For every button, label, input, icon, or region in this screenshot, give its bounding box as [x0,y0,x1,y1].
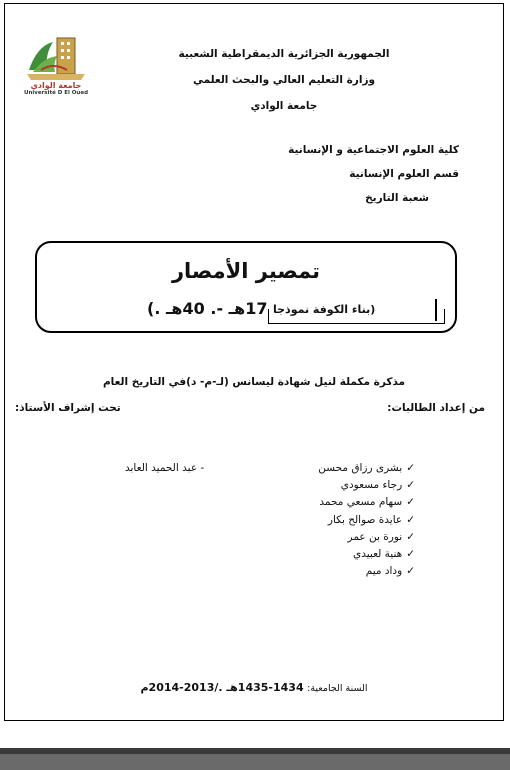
branch-name: شعبة التاريخ [365,192,429,204]
academic-year-value: 1434-1435هـ ./2013-2014م [140,681,304,694]
header-university: جامعة الوادي [250,100,318,112]
list-item: ✓سهام مسعي محمد [319,496,415,509]
check-icon: ✓ [406,530,415,543]
memo-description: مذكرة مكملة لنيل شهادة ليسانس (لـ-م- د)في التاريخ العام [102,376,406,388]
academic-year [5,681,503,694]
list-item: ✓بشرى رزاق محسن [318,462,415,474]
viewer-bottom-strip [0,754,510,770]
logo-arabic-text: جامعة الوادي [30,81,82,90]
logo-latin-text: Université D El Oued [23,90,89,96]
supervisor-name: - عبد الحميد العابد [125,462,205,474]
list-item: ✓هنية لعبيدي [353,547,415,560]
check-icon: ✓ [406,565,415,578]
supervised-by-label: تحت إشراف الأستاذ: [15,402,121,414]
check-icon: ✓ [406,462,415,474]
header-republic: الجمهورية الجزائرية الديمقراطية الشعبية [178,48,390,60]
faculty-name: كلية العلوم الاجتماعية و الإنسانية [288,144,459,156]
check-icon: ✓ [406,496,415,509]
header-ministry: وزارة التعليم العالي والبحث العلمي [192,74,376,86]
list-item: ✓عايدة صوالح بكار [327,513,415,526]
check-icon: ✓ [406,479,415,492]
student-list [255,462,415,582]
prepared-by-label: من إعداد الطالبات: [387,402,485,414]
check-icon: ✓ [406,513,415,526]
list-item: ✓رجاء مسعودي [340,479,415,492]
title-divider [435,299,437,321]
title-dates: 17هـ -. 40هـ .) [147,299,268,318]
list-item: ✓نورة بن عمر [347,530,415,543]
subtitle-text: (بناء الكوفة نموذجا [273,303,376,316]
labels-row [15,402,485,418]
title-box [35,241,457,333]
academic-year-label: السنة الجامعية: [307,683,368,694]
document-page [4,3,504,721]
subtitle-row [37,299,455,329]
list-item: ✓وداد ميم [365,565,415,578]
check-icon: ✓ [406,547,415,560]
main-title: تمصير الأمصار [171,259,321,283]
department-name: قسم العلوم الإنسانية [349,168,459,180]
